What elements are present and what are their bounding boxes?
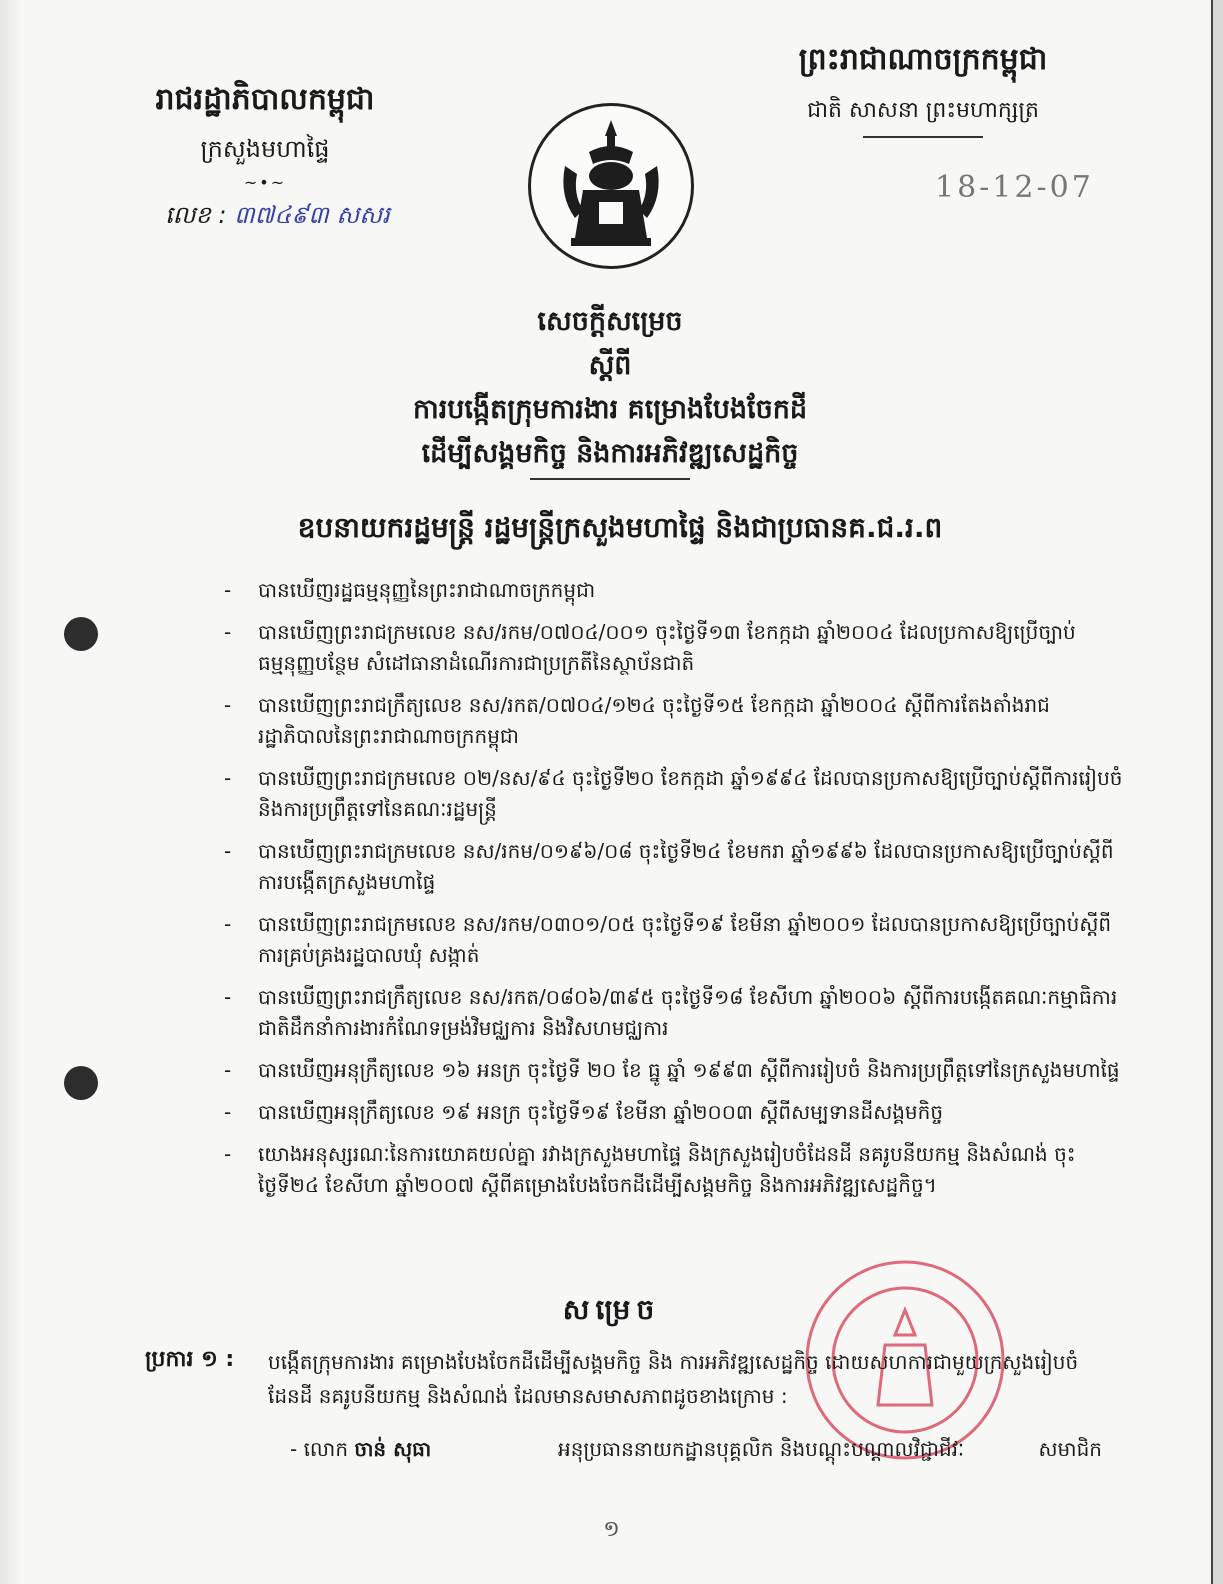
title-divider [530,478,690,480]
scan-margin [0,0,22,1584]
list-item: - បានឃើញព្រះរាជក្រមលេខ ០២/នស/៩៤ ចុះថ្ងៃទី២០ ខែកក្កដា ឆ្នាំ១៩៩៤ ដែលបានប្រកាសឱ្យប្រើច្បាប់ស្ដីពីការរៀបចំ និងការប្រព្រឹត្តទៅនៃគណៈរដ្ឋមន្ត្រី [224,766,1123,821]
title-subject-2: ដើម្បីសង្គមកិច្ច និងការអភិវឌ្ឍសេដ្ឋកិច្ច [421,438,799,469]
list-item: - បានឃើញអនុក្រឹត្យលេខ ១៩ អនក្រ ចុះថ្ងៃទី១៩ ខែមីនា ឆ្នាំ២០០៣ ស្ដីពីសម្បទានដីសង្គមកិច្ច [224,1100,944,1124]
list-item: - បានឃើញព្រះរាជក្រមលេខ នស/រកម/០៣០១/០៥ ចុះថ្ងៃទី១៩ ខែមីនា ឆ្នាំ២០០១ ដែលបានប្រកាសឱ្យប្រើច្បាប់ស្ដីពីការគ្រប់គ្រងរដ្ឋបាលឃុំ សង្កាត់ [224,912,1112,967]
member-row [290,1436,1120,1466]
list-item: - យោងអនុស្សរណៈនៃការយោគយល់គ្នា រវាងក្រសួងមហាផ្ទៃ និងក្រសួងរៀបចំដែនដី នគរូបនីយកម្ម និងសំណង់ ចុះថ្ងៃទី២៤ ខែសីហា ឆ្នាំ២០០៧ ស្ដីពីគម្រោងបែងចែកដីដើម្បីសង្គមកិច្ច និងការអភិវឌ្ឍសេដ្ឋកិច្ច។ [224,1142,1076,1197]
article-label: ប្រការ ១ : [145,1347,235,1372]
header-right [743,40,1103,138]
kingdom-name: ព្រះរាជាណាចក្រកម្ពុជា [798,42,1048,77]
ref-label: លេខ : [165,201,227,229]
list-item: - បានឃើញរដ្ឋធម្មនុញ្ញនៃព្រះរាជាណាចក្រកម្ពុជា [224,578,596,602]
royal-emblem-icon [528,103,694,269]
punch-hole-bottom [64,1066,98,1100]
member-name: ចាន់ សុធា [354,1437,432,1461]
list-item: - បានឃើញព្រះរាជក្រមលេខ នស/រកម/០៧០៤/០០១ ចុះថ្ងៃទី១៣ ខែកក្កដា ឆ្នាំ២០០៤ ដែលប្រកាសឱ្យប្រើច្បាប់ធម្មនុញ្ញបន្ថែម សំដៅធានាដំណើរការជាប្រក្រតីនៃស្ថាប័នជាតិ [224,620,1076,675]
ministry-name: ក្រសួងមហាផ្ទៃ [200,135,330,163]
list-item: - បានឃើញព្រះរាជក្រឹត្យលេខ នស/រកត/០៨០៦/៣៩៥ ចុះថ្ងៃទី១៨ ខែសីហា ឆ្នាំ២០០៦ ស្ដីពីការបង្កើតគណៈកម្មាធិការជាតិដឹកនាំការងារកំណែទម្រង់វិមជ្ឈការ និងវិសហមជ្ឈការ [224,985,1118,1040]
visa-list [224,575,1124,1212]
handwritten-date: 18-12-07 [935,170,1094,205]
article-text: បង្កើតក្រុមការងារ គម្រោងបែងចែកដីដើម្បីសង្គមកិច្ច និង ការអភិវឌ្ឍសេដ្ឋកិច្ច ដោយសហការជាមួយក្រសួងរៀបចំដែនដី នគរូបនីយកម្ម និងសំណង់ ដែលមានសមាសភាពដូចខាងក្រោម : [268,1350,1079,1408]
header-left [135,80,395,192]
member-role: អនុប្រធាននាយកដ្ឋានបុគ្គលិក និងបណ្ដុះបណ្ដាលវិជ្ជាជីវៈ [558,1437,965,1461]
ref-value: ៣៧៤៩៣ សសរ [234,201,390,229]
issuing-authority: ឧបនាយករដ្ឋមន្ត្រី រដ្ឋមន្ត្រីក្រសួងមហាផ្ទៃ និងជាប្រធានគ.ជ.រ.ព [297,511,943,544]
page-number: ១ [603,1517,620,1542]
ornament-divider-right [863,136,983,138]
page-edge [1211,0,1223,1584]
decides-heading: សម្រេច [562,1293,661,1326]
list-item: - បានឃើញព្រះរាជក្រឹត្យលេខ នស/រកត/០៧០៤/១២៤ ចុះថ្ងៃទី១៥ ខែកក្កដា ឆ្នាំ២០០៤ ស្ដីពីការតែងតាំងរាជរដ្ឋាភិបាលនៃព្រះរាជាណាចក្រកម្ពុជា [224,693,1050,748]
document-title [300,300,920,480]
title-decision: សេចក្ដីសម្រេច [537,306,683,337]
member-position: សមាជិក [1038,1437,1102,1461]
reference-number [165,200,390,235]
national-motto: ជាតិ សាសនា ព្រះមហាក្សត្រ [807,98,1039,123]
punch-hole-top [64,617,98,651]
government-name: រាជរដ្ឋាភិបាលកម្ពុជា [155,82,375,117]
title-subject-1: ការបង្កើតក្រុមការងារ គម្រោងបែងចែកដី [413,394,807,425]
list-item: - បានឃើញព្រះរាជក្រមលេខ នស/រកម/០១៩៦/០៨ ចុះថ្ងៃទី២៤ ខែមករា ឆ្នាំ១៩៩៦ ដែលបានប្រកាសឱ្យប្រើច្បាប់ស្ដីពីការបង្កើតក្រសួងមហាផ្ទៃ [224,839,1114,894]
title-on: ស្ដីពី [588,350,632,381]
list-item: - បានឃើញអនុក្រឹត្យលេខ ១៦ អនក្រ ចុះថ្ងៃទី ២០ ខែ ធ្នូ ឆ្នាំ ១៩៩៣ ស្ដីពីការរៀបចំ និងការប្រព្រឹត្តទៅនៃក្រសួងមហាផ្ទៃ [224,1058,1120,1082]
article-1 [145,1345,1115,1413]
ornament-divider: ~•~ [243,173,287,192]
member-prefix: - លោក [290,1437,349,1461]
